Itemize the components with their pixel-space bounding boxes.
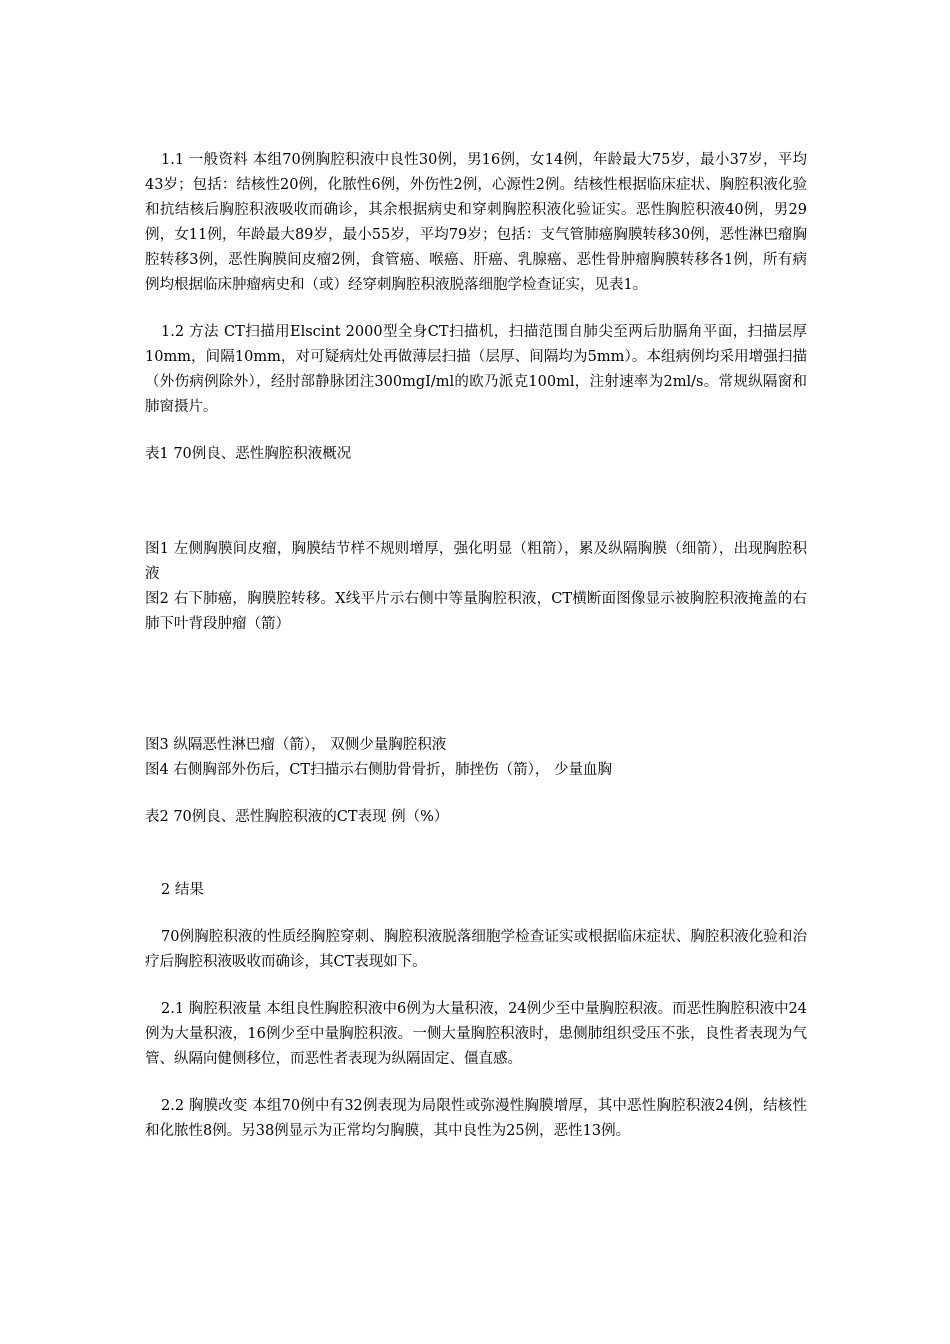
- figure-3-caption: 图3 纵隔恶性淋巴瘤（箭）， 双侧少量胸腔积液: [145, 737, 447, 753]
- paragraph-pleural-changes: 2.2 胸膜改变 本组70例中有32例表现为局限性或弥漫性胸膜增厚，其中恶性胸腔积液24例，结核性和化脓性8例。另38例显示为正常均匀胸膜，其中良性为25例，恶性13例。: [145, 1098, 807, 1139]
- table-2-caption: 表2 70例良、恶性胸腔积液的CT表现 例（%）: [145, 809, 449, 825]
- section-2-heading: 2 结果: [161, 882, 204, 898]
- paragraph-results-intro: 70例胸腔积液的性质经胸腔穿刺、胸腔积液脱落细胞学检查证实或根据临床症状、胸腔积液化验和治疗后胸腔积液吸收而确诊，其CT表现如下。: [145, 929, 807, 970]
- figure-2-caption: 图2 右下肺癌，胸膜腔转移。X线平片示右侧中等量胸腔积液，CT横断面图像显示被胸腔积液掩盖的右肺下叶背段肿瘤（箭）: [145, 591, 807, 632]
- paragraph-general-data: 1.1 一般资料 本组70例胸腔积液中良性30例，男16例，女14例，年龄最大75岁，最小37岁，平均43岁；包括：结核性20例，化脓性6例，外伤性2例，心源性2例。结核性根据临床症状、胸腔积液化验和抗结核后胸腔积液吸收而确诊，其余根据病史和穿刺胸腔积液化验证实。恶性胸腔积液40例，男29例，女11例，年龄最大89岁，最小55岁，平均79岁；包括：支气管肺癌胸膜转移30例，恶性淋巴瘤胸腔转移3例，恶性胸膜间皮瘤2例，食管癌、喉癌、肝癌、乳腺癌、恶性骨肿瘤胸膜转移各1例，所有病例均根据临床肿瘤病史和（或）经穿刺胸腔积液脱落细胞学检查证实，见表1。: [145, 152, 807, 293]
- figure-4-caption: 图4 右侧胸部外伤后，CT扫描示右侧肋骨骨折，肺挫伤（箭）， 少量血胸: [145, 762, 612, 778]
- paragraph-effusion-volume: 2.1 胸腔积液量 本组良性胸腔积液中6例为大量积液，24例少至中量胸腔积液。而恶性胸腔积液中24例为大量积液，16例少至中量胸腔积液。一侧大量胸腔积液时，患侧肺组织受压不张，良性者表现为气管、纵隔向健侧移位，而恶性者表现为纵隔固定、僵直感。: [145, 1001, 807, 1067]
- paragraph-methods: 1.2 方法 CT扫描用Elscint 2000型全身CT扫描机，扫描范围自肺尖至两后肋膈角平面，扫描层厚10mm，间隔10mm，对可疑病灶处再做薄层扫描（层厚、间隔均为5mm）。本组病例均采用增强扫描（外伤病例除外），经肘部静脉团注300mgI/ml的欧乃派克100ml，注射速率为2ml/s。常规纵隔窗和肺窗摄片。: [145, 324, 807, 415]
- figure-1-caption: 图1 左侧胸膜间皮瘤，胸膜结节样不规则增厚，强化明显（粗箭），累及纵隔胸膜（细箭），出现胸腔积液: [145, 541, 807, 582]
- table-1-caption: 表1 70例良、恶性胸腔积液概况: [145, 446, 352, 462]
- document-body: [145, 148, 807, 1144]
